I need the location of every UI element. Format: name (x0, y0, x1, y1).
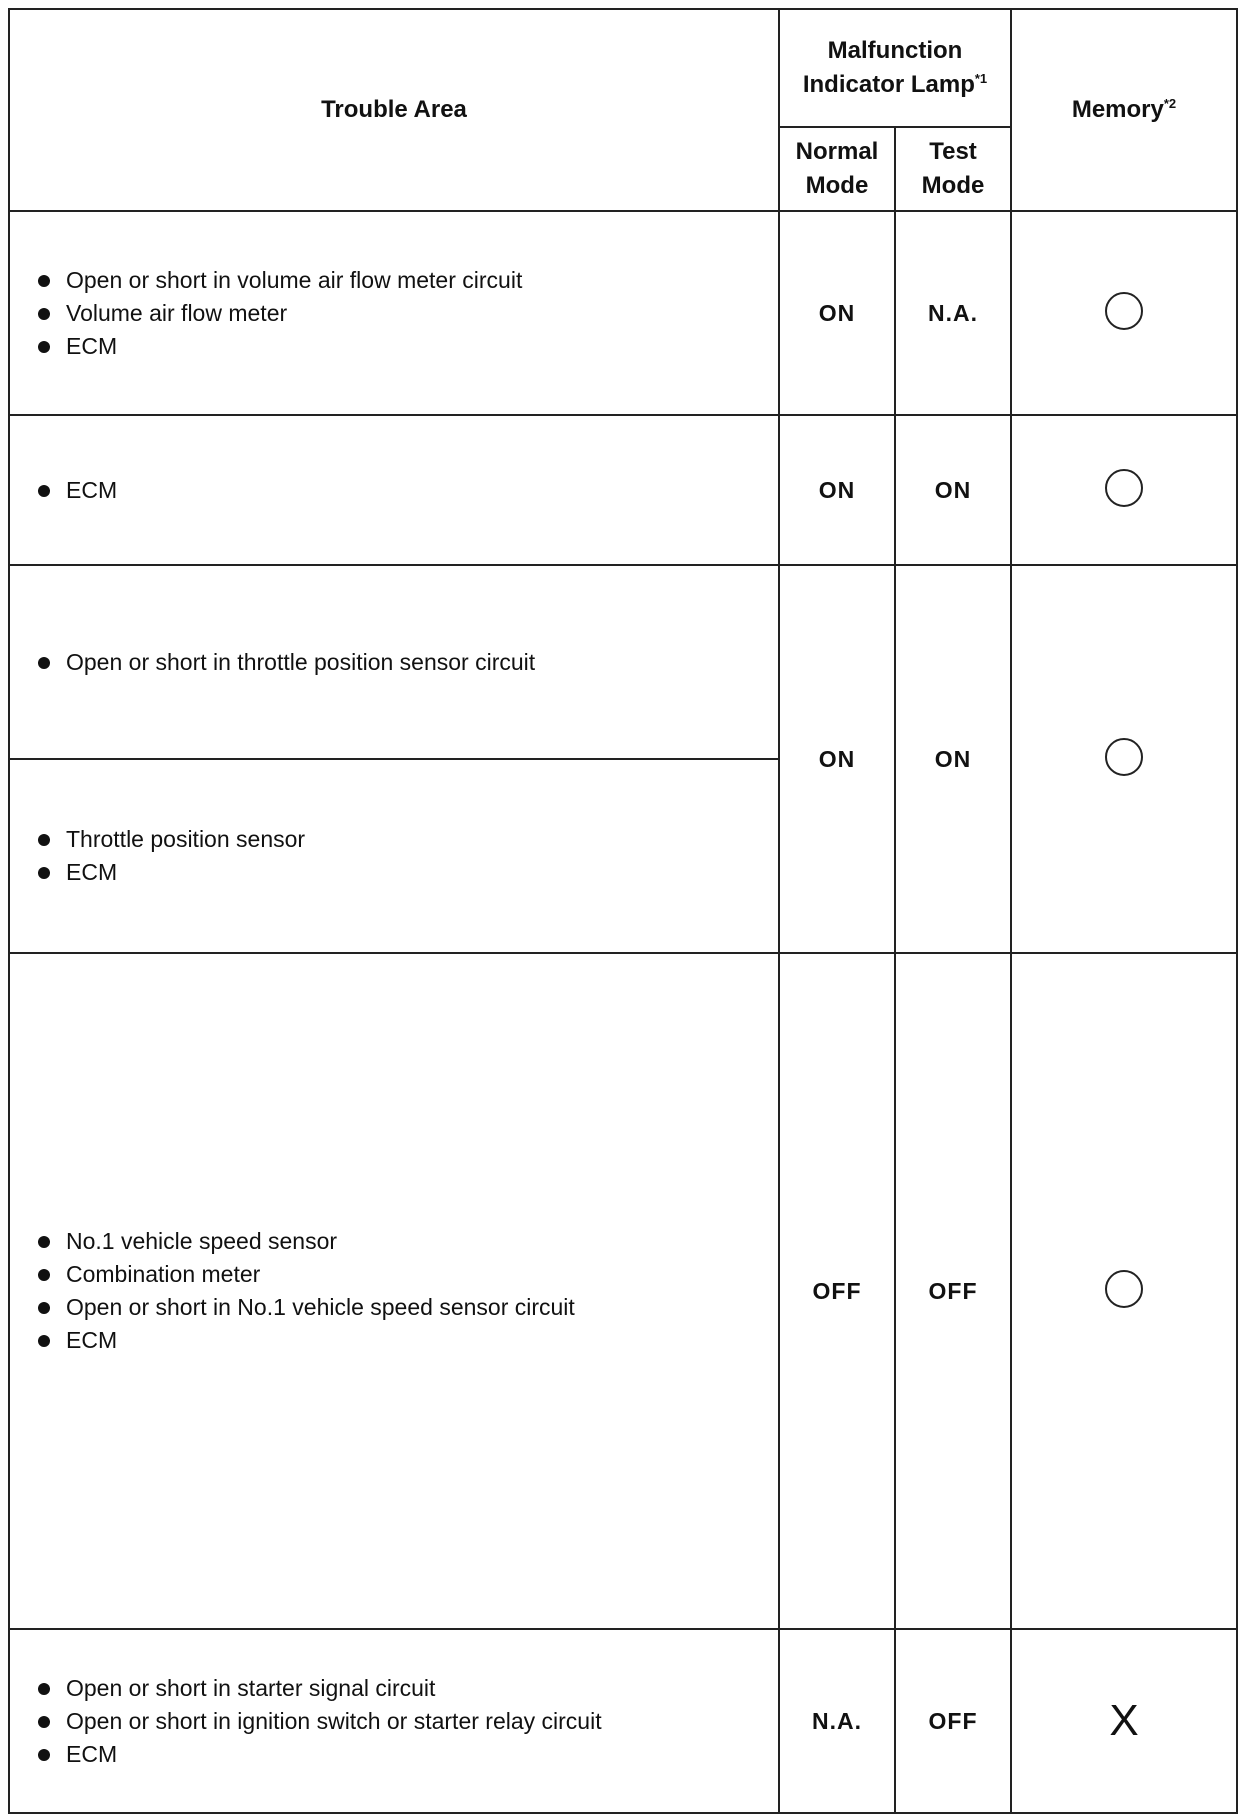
normal-mode-value: N.A. (779, 1629, 895, 1813)
circle-mark-icon (1105, 738, 1143, 776)
list-item: Throttle position sensor (36, 823, 778, 856)
header-trouble-area: Trouble Area (9, 9, 779, 211)
test-mode-value: N.A. (895, 211, 1011, 415)
x-mark-icon: X (1109, 1696, 1139, 1745)
table-row (9, 953, 1237, 1629)
list-item: Open or short in No.1 vehicle speed sensor circuit (36, 1291, 778, 1324)
header-memory: Memory$^{*2}$ (1011, 9, 1237, 211)
circle-mark-icon (1105, 469, 1143, 507)
memory-cell (1011, 565, 1237, 953)
test-mode-value: OFF (895, 953, 1011, 1629)
trouble-area-cell (9, 211, 779, 415)
memory-cell (1011, 1629, 1237, 1813)
header-normal-mode: Normal Mode (779, 127, 895, 211)
list-item: ECM (36, 474, 778, 507)
list-item: Open or short in starter signal circuit (36, 1672, 778, 1705)
list-item: ECM (36, 856, 778, 889)
trouble-area-cell (9, 759, 779, 953)
memory-cell (1011, 211, 1237, 415)
test-mode-value: OFF (895, 1629, 1011, 1813)
circle-mark-icon (1105, 292, 1143, 330)
trouble-area-cell (9, 415, 779, 565)
header-mil: Malfunction Indicator Lamp$^{*1}$ (779, 9, 1011, 127)
list-item: Open or short in ignition switch or starter relay circuit (36, 1705, 778, 1738)
list-item: ECM (36, 1738, 778, 1771)
normal-mode-value: ON (779, 415, 895, 565)
table-row (9, 415, 1237, 565)
normal-mode-value: OFF (779, 953, 895, 1629)
list-item: ECM (36, 1324, 778, 1357)
list-item: Volume air flow meter (36, 297, 778, 330)
test-mode-value: ON (895, 415, 1011, 565)
header-test-mode: Test Mode (895, 127, 1011, 211)
diagnostic-table (8, 8, 1238, 1814)
trouble-area-cell (9, 565, 779, 759)
trouble-area-cell (9, 953, 779, 1629)
test-mode-value: ON (895, 565, 1011, 953)
list-item: Combination meter (36, 1258, 778, 1291)
memory-cell (1011, 415, 1237, 565)
memory-cell (1011, 953, 1237, 1629)
list-item: Open or short in throttle position sensor circuit (36, 646, 778, 679)
circle-mark-icon (1105, 1270, 1143, 1308)
table-row (9, 1629, 1237, 1813)
table-row (9, 565, 1237, 759)
table-row (9, 211, 1237, 415)
list-item: ECM (36, 330, 778, 363)
list-item: Open or short in volume air flow meter circuit (36, 264, 778, 297)
normal-mode-value: ON (779, 211, 895, 415)
list-item: No.1 vehicle speed sensor (36, 1225, 778, 1258)
trouble-area-cell (9, 1629, 779, 1813)
normal-mode-value: ON (779, 565, 895, 953)
